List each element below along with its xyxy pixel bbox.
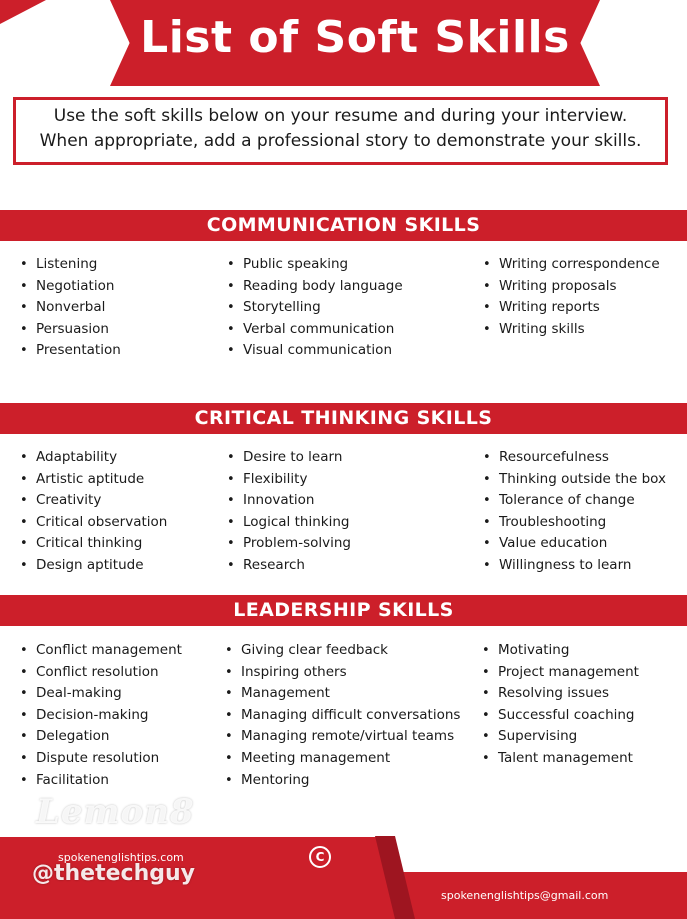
skill-item: • Storytelling <box>227 297 403 319</box>
skill-item: • Project management <box>482 662 639 684</box>
skill-item: • Negotiation <box>20 276 121 298</box>
skill-item: • Giving clear feedback <box>225 640 460 662</box>
skill-item: • Dispute resolution <box>20 748 182 770</box>
intro-line-2: When appropriate, add a professional story to demonstrate your skills. <box>39 131 642 151</box>
skill-item: • Successful coaching <box>482 705 639 727</box>
skill-item: • Meeting management <box>225 748 460 770</box>
skills-column <box>20 447 167 577</box>
section-title-communication: COMMUNICATION SKILLS <box>206 214 481 236</box>
skill-item: • Facilitation <box>20 770 182 792</box>
skill-item: • Design aptitude <box>20 555 167 577</box>
skill-item: • Verbal communication <box>227 319 403 341</box>
skills-column <box>483 254 660 340</box>
skill-item: • Flexibility <box>227 469 351 491</box>
skills-column <box>227 447 351 577</box>
skill-item: • Writing reports <box>483 297 660 319</box>
skill-item: • Management <box>225 683 460 705</box>
skill-item: • Resourcefulness <box>483 447 666 469</box>
skill-item: • Inspiring others <box>225 662 460 684</box>
watermark-logo: Lemon8 <box>36 792 195 832</box>
skill-item: • Artistic aptitude <box>20 469 167 491</box>
corner-decoration <box>0 0 46 24</box>
skill-item: • Presentation <box>20 340 121 362</box>
skill-item: • Problem-solving <box>227 533 351 555</box>
skill-item: • Reading body language <box>227 276 403 298</box>
skill-item: • Writing skills <box>483 319 660 341</box>
skill-item: • Visual communication <box>227 340 403 362</box>
skill-item: • Deal-making <box>20 683 182 705</box>
skill-item: • Critical observation <box>20 512 167 534</box>
skill-item: • Tolerance of change <box>483 490 666 512</box>
skills-column <box>482 640 639 770</box>
skill-item: • Willingness to learn <box>483 555 666 577</box>
skill-item: • Thinking outside the box <box>483 469 666 491</box>
skill-item: • Managing remote/virtual teams <box>225 726 460 748</box>
skill-item: • Conflict resolution <box>20 662 182 684</box>
skill-item: • Value education <box>483 533 666 555</box>
skill-item: • Conflict management <box>20 640 182 662</box>
skills-column <box>225 640 460 791</box>
skill-item: • Persuasion <box>20 319 121 341</box>
skill-item: • Desire to learn <box>227 447 351 469</box>
skill-item: • Research <box>227 555 351 577</box>
skills-column <box>20 640 182 791</box>
skill-item: • Logical thinking <box>227 512 351 534</box>
skill-item: • Innovation <box>227 490 351 512</box>
skill-item: • Talent management <box>482 748 639 770</box>
section-title-leadership: LEADERSHIP SKILLS <box>233 599 454 621</box>
skills-column <box>227 254 403 362</box>
skill-item: • Writing correspondence <box>483 254 660 276</box>
footer-email[interactable]: spokenenglishtips@gmail.com <box>441 889 609 902</box>
skill-item: • Troubleshooting <box>483 512 666 534</box>
skill-item: • Adaptability <box>20 447 167 469</box>
page-title: List of Soft Skills <box>140 12 570 63</box>
intro-line-1: Use the soft skills below on your resume and during your interview. <box>53 106 628 126</box>
skill-item: • Public speaking <box>227 254 403 276</box>
section-title-critical-thinking: CRITICAL THINKING SKILLS <box>194 407 493 429</box>
watermark-handle: @thetechguy <box>32 861 195 886</box>
skills-column <box>483 447 666 577</box>
skill-item: • Supervising <box>482 726 639 748</box>
skill-item: • Critical thinking <box>20 533 167 555</box>
skill-item: • Creativity <box>20 490 167 512</box>
skill-item: • Motivating <box>482 640 639 662</box>
intro-text <box>13 104 668 154</box>
skill-item: • Nonverbal <box>20 297 121 319</box>
footer-website[interactable]: spokenenglishtips.com <box>58 851 184 864</box>
skill-item: • Delegation <box>20 726 182 748</box>
skill-item: • Resolving issues <box>482 683 639 705</box>
copyright-icon: C <box>309 846 331 868</box>
skills-column <box>20 254 121 362</box>
skill-item: • Managing difficult conversations <box>225 705 460 727</box>
skill-item: • Writing proposals <box>483 276 660 298</box>
skill-item: • Decision-making <box>20 705 182 727</box>
skill-item: • Mentoring <box>225 770 460 792</box>
skill-item: • Listening <box>20 254 121 276</box>
